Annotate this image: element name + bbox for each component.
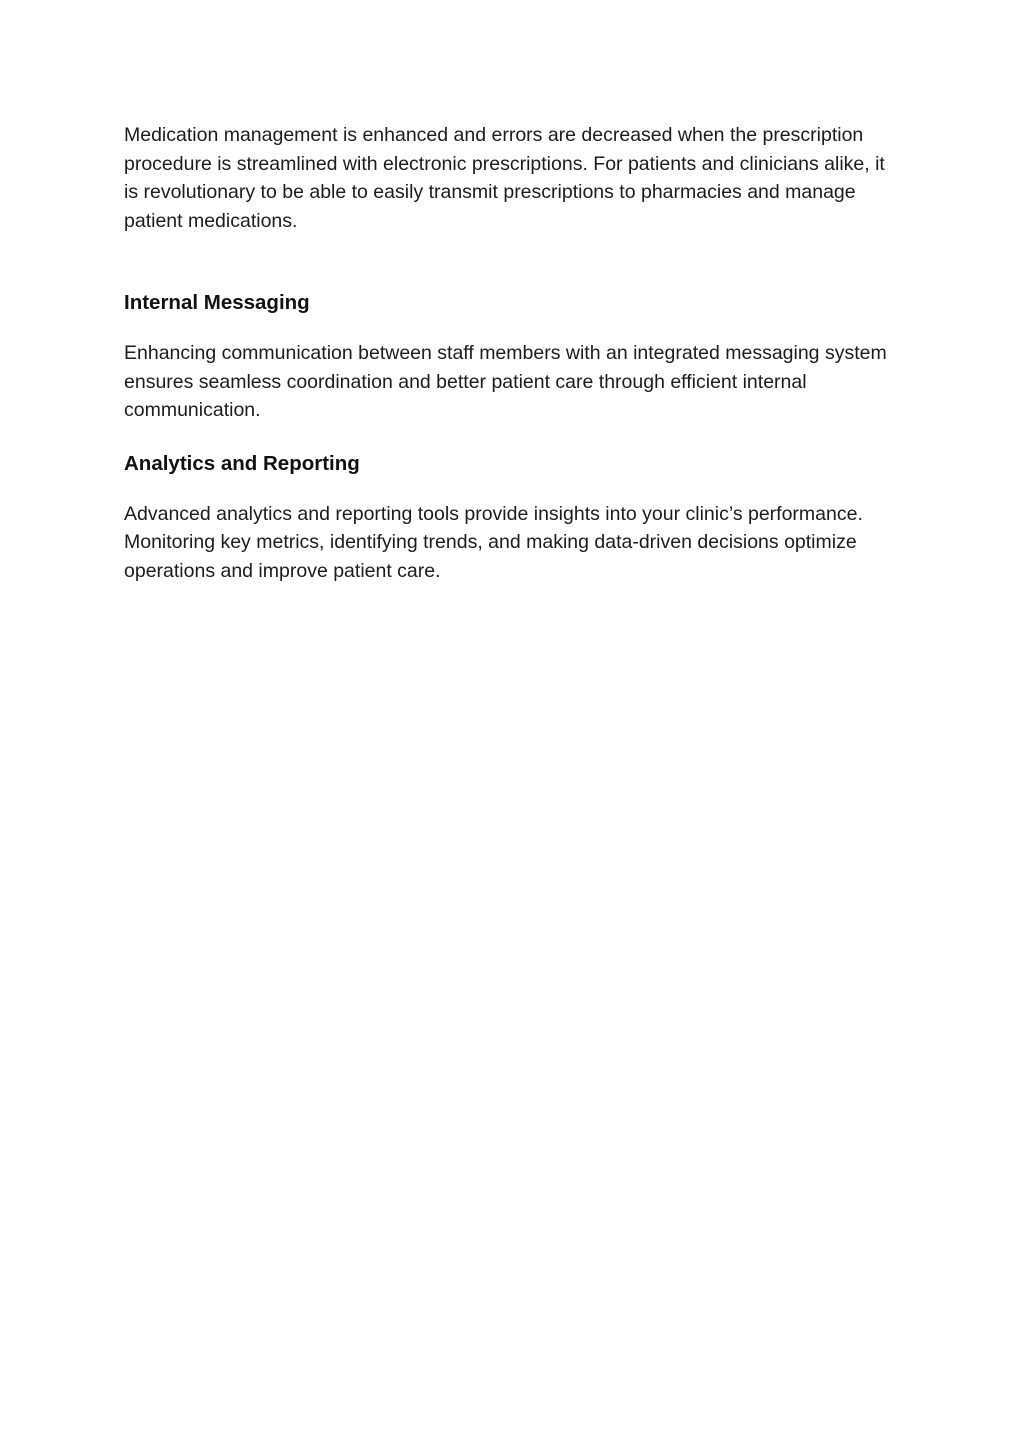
document-page [124, 121, 904, 585]
section-body-internal-messaging: Enhancing communication between staff members with an integrated messaging system ensures seamless coordination and better patient care through efficient internal communication. [124, 342, 887, 421]
section-heading-analytics-reporting: Analytics and Reporting [124, 451, 360, 475]
intro-paragraph: Medication management is enhanced and errors are decreased when the prescription procedure is streamlined with electronic prescriptions. For patients and clinicians alike, it is revolutionary to be able to easily transmit prescriptions to pharmacies and manage patient medications. [124, 124, 885, 232]
section-body-analytics-reporting: Advanced analytics and reporting tools provide insights into your clinic’s performance. Monitoring key metrics, identifying trends, and making data-driven decisions optimize operations and improve patient care. [124, 502, 863, 582]
section-heading-internal-messaging: Internal Messaging [124, 291, 310, 314]
